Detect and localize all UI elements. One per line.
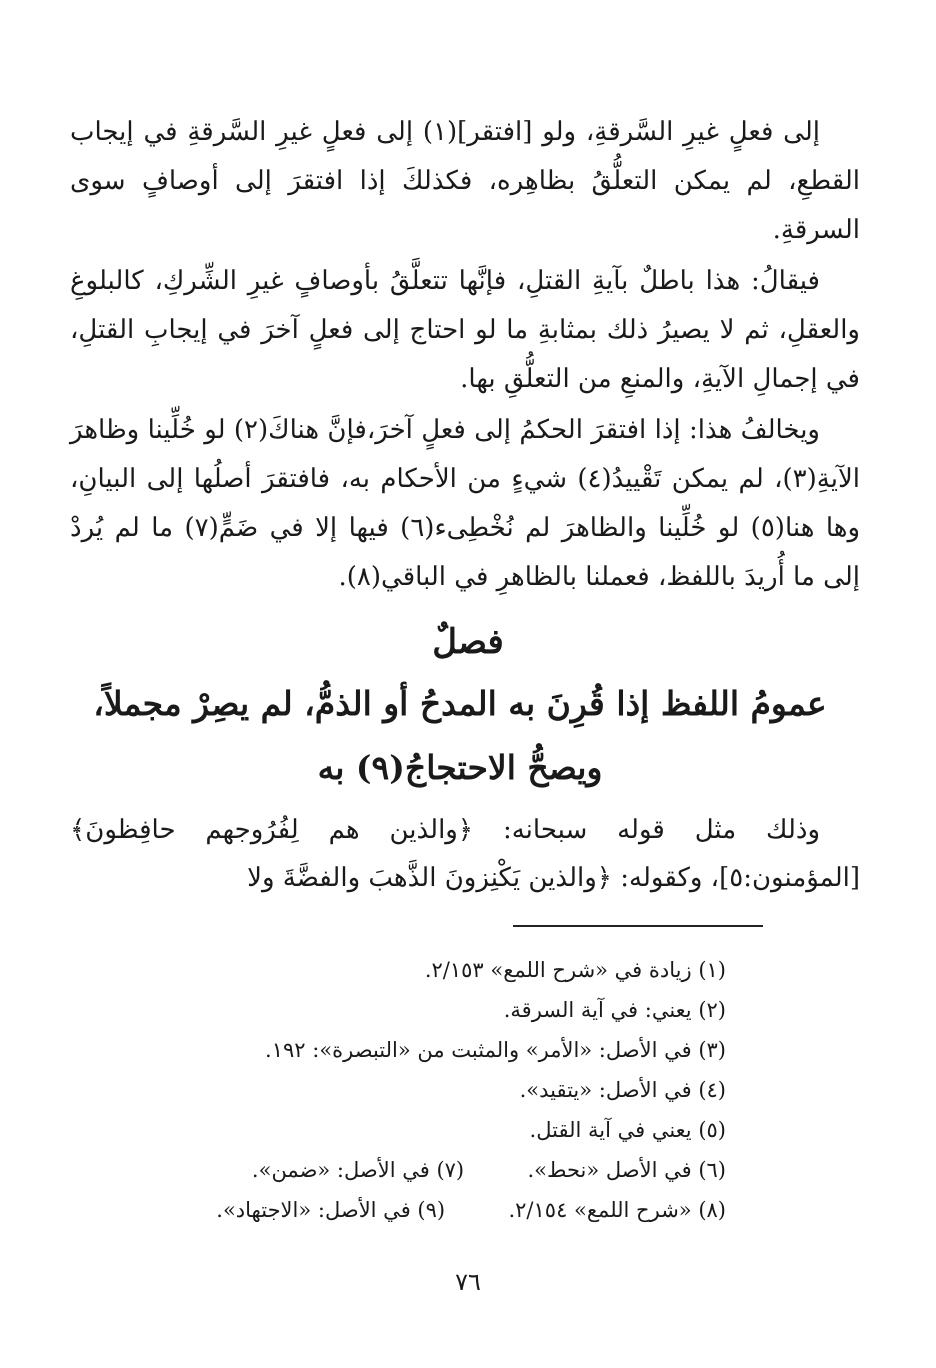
footnote-3: (٣) في الأصل: «الأمر» والمثبت من «التبصرة»: ١٩٢. xyxy=(265,1038,726,1062)
section-heading-line-2: ويصحُّ الاحتجاجُ(٩) به xyxy=(317,748,603,787)
footnote-4: (٤) في الأصل: «يتقيد». xyxy=(519,1078,726,1102)
page-number: ٧٦ xyxy=(455,1268,481,1296)
footnote-6: (٦) في الأصل «نحط». xyxy=(527,1158,726,1182)
footnote-row-6-7 xyxy=(150,1150,726,1190)
paragraph-3: ويخالفُ هذا: إذا افتقرَ الحكمُ إلى فعلٍ آخرَ،فإنَّ هناكَ(٢) لو خُلِّينا وظاهرَ الآيةِ(٣)، لم يمكن تَقْييدُ(٤) شيءٍ من الأحكام به، فافتقرَ أصلُها إلى البيانِ، وها هنا(٥) لو خُلِّينا والظاهرَ لم نُخْطِىء(٦) فيها إلا في ضَمٍّ(٧) ما لم يُردْ إلى ما أُريدَ باللفظ، فعملنا بالظاهرِ في الباقي(٨). xyxy=(70,415,861,592)
footnote-8: (٨) «شرح اللمع» ٢/١٥٤. xyxy=(508,1198,726,1222)
paragraph-4: وذلك مثل قوله سبحانه: ﴿والذين هم لِفُرُوجهم حافِظونَ﴾ [المؤمنون:٥]، وكقوله: ﴿والذين يَكْنِزونَ الذَّهبَ والفضَّةَ ولا xyxy=(70,815,860,893)
footnote-7: (٧) في الأصل: «ضمن». xyxy=(251,1158,465,1182)
section-label: فصلٌ xyxy=(432,622,504,662)
footnotes xyxy=(150,950,726,1230)
footnote-separator xyxy=(513,925,763,927)
footnote-1: (١) زيادة في «شرح اللمع» ٢/١٥٣. xyxy=(424,958,726,982)
footnote-5: (٥) يعني في آية القتل. xyxy=(529,1118,726,1142)
section-text-block xyxy=(70,806,860,902)
footnote-9: (٩) في الأصل: «الاجتهاد». xyxy=(216,1198,446,1222)
main-text-block xyxy=(70,108,860,602)
paragraph-2: فيقالُ: هذا باطلٌ بآيةِ القتلِ، فإنَّها تتعلَّقُ بأوصافٍ غيرِ الشِّركِ، كالبلوغِ والعقلِ، ثم لا يصيرُ ذلك بمثابةِ ما لو احتاج إلى فعلٍ آخرَ في إيجابِ القتلِ، في إجمالِ الآيةِ، والمنعِ من التعلُّقِ بها. xyxy=(70,266,860,394)
footnote-2: (٢) يعني: في آية السرقة. xyxy=(503,998,726,1022)
paragraph-1: إلى فعلٍ غيرِ السَّرقةِ، ولو [افتقر](١) إلى فعلٍ غيرِ السَّرقةِ في إيجاب القطعِ، لم يمكن التعلُّقُ بظاهِره، فكذلكَ إذا افتقرَ إلى أوصافٍ سوى السرقةِ. xyxy=(70,117,860,245)
footnote-row-8-9 xyxy=(150,1190,726,1230)
section-heading-line-1: عمومُ اللفظ إذا قُرِنَ به المدحُ أو الذمُّ، لم يصِرْ مجملاً، xyxy=(93,684,827,723)
section-heading xyxy=(60,672,860,800)
